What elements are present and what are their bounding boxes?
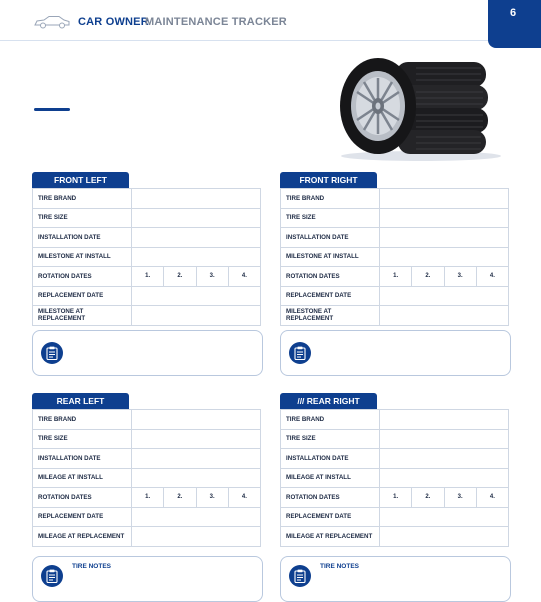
row-label: REPLACEMENT DATE <box>33 507 132 527</box>
rotation-slot[interactable]: 4. <box>476 488 508 507</box>
install-milestone-field[interactable] <box>132 247 261 267</box>
rotation-slot[interactable]: 4. <box>476 267 508 286</box>
rotation-slot[interactable]: 2. <box>163 488 195 507</box>
rotation-slot[interactable]: 2. <box>163 267 195 286</box>
tires-stack-image <box>336 52 506 162</box>
rotation-slot[interactable]: 1. <box>145 494 151 500</box>
tire-size-field[interactable] <box>380 429 509 449</box>
rotation-slot[interactable]: 3. <box>196 488 228 507</box>
rotation-slot[interactable]: 4. <box>228 488 260 507</box>
page-header <box>0 0 541 42</box>
clipboard-icon <box>289 342 311 364</box>
replacement-date-field[interactable] <box>132 286 261 306</box>
installation-date-field[interactable] <box>380 228 509 248</box>
rotation-dates-field <box>132 488 261 508</box>
replacement-mileage-field[interactable] <box>132 527 261 547</box>
tire-brand-field[interactable] <box>132 189 261 209</box>
rear-right-table <box>280 409 509 547</box>
row-label: TIRE SIZE <box>33 208 132 228</box>
rotation-dates-field <box>132 267 261 287</box>
row-label: TIRE SIZE <box>33 429 132 449</box>
row-label: TIRE SIZE <box>281 208 380 228</box>
page-number-tab <box>488 0 541 48</box>
clipboard-icon <box>41 565 63 587</box>
rotation-dates-field <box>380 488 509 508</box>
rotation-slot[interactable]: 3. <box>444 267 476 286</box>
rear-right-notes-box[interactable] <box>280 556 511 602</box>
tire-notes-label: TIRE NOTES <box>320 563 360 570</box>
tire-brand-field[interactable] <box>132 410 261 430</box>
replacement-date-field[interactable] <box>132 507 261 527</box>
row-label: MILESTONE AT INSTALL <box>33 247 132 267</box>
row-label: ROTATION DATES <box>281 267 380 287</box>
clipboard-icon <box>289 565 311 587</box>
front-right-notes-box[interactable] <box>280 330 511 376</box>
front-right-table <box>280 188 509 326</box>
front-right-title: FRONT RIGHT <box>280 172 377 188</box>
tire-size-field[interactable] <box>132 429 261 449</box>
installation-date-field[interactable] <box>132 449 261 469</box>
rear-left-table <box>32 409 261 547</box>
tire-size-field[interactable] <box>132 208 261 228</box>
header-divider <box>0 40 541 41</box>
row-label: ROTATION DATES <box>33 267 132 287</box>
page-subtitle: MAINTENANCE TRACKER <box>145 16 287 28</box>
replacement-mileage-field[interactable] <box>380 527 509 547</box>
installation-date-field[interactable] <box>380 449 509 469</box>
replacement-milestone-field[interactable] <box>132 306 261 326</box>
row-label: REPLACEMENT DATE <box>281 507 380 527</box>
tire-size-field[interactable] <box>380 208 509 228</box>
row-label: INSTALLATION DATE <box>281 449 380 469</box>
rotation-slot[interactable]: 4. <box>228 267 260 286</box>
row-label: INSTALLATION DATE <box>33 449 132 469</box>
rotation-slot[interactable]: 3. <box>196 267 228 286</box>
front-left-title: FRONT LEFT <box>32 172 129 188</box>
row-label: MILEAGE AT INSTALL <box>33 468 132 488</box>
replacement-date-field[interactable] <box>380 286 509 306</box>
install-mileage-field[interactable] <box>132 468 261 488</box>
replacement-milestone-field[interactable] <box>380 306 509 326</box>
front-left-table <box>32 188 261 326</box>
row-label: TIRE BRAND <box>33 410 132 430</box>
row-label: MILESTONE AT REPLACEMENT <box>33 306 132 326</box>
row-label: MILEAGE AT REPLACEMENT <box>33 527 132 547</box>
rotation-slot[interactable]: 1. <box>393 273 399 279</box>
row-label: TIRE BRAND <box>33 189 132 209</box>
tire-brand-field[interactable] <box>380 410 509 430</box>
installation-date-field[interactable] <box>132 228 261 248</box>
accent-bar <box>34 108 70 111</box>
rotation-slot[interactable]: 1. <box>393 494 399 500</box>
row-label: MILEAGE AT REPLACEMENT <box>281 527 380 547</box>
install-milestone-field[interactable] <box>380 247 509 267</box>
row-label: REPLACEMENT DATE <box>33 286 132 306</box>
rear-left-title: REAR LEFT <box>32 393 129 409</box>
row-label: ROTATION DATES <box>33 488 132 508</box>
car-outline-icon <box>33 15 71 29</box>
row-label: MILESTONE AT REPLACEMENT <box>281 306 380 326</box>
tire-brand-field[interactable] <box>380 189 509 209</box>
row-label: ROTATION DATES <box>281 488 380 508</box>
row-label: MILESTONE AT INSTALL <box>281 247 380 267</box>
replacement-date-field[interactable] <box>380 507 509 527</box>
front-left-notes-box[interactable] <box>32 330 263 376</box>
row-label: TIRE SIZE <box>281 429 380 449</box>
tire-notes-label: TIRE NOTES <box>72 563 112 570</box>
rotation-slot[interactable]: 3. <box>444 488 476 507</box>
row-label: REPLACEMENT DATE <box>281 286 380 306</box>
rear-right-title: /// REAR RIGHT <box>280 393 377 409</box>
row-label: MILEAGE AT INSTALL <box>281 468 380 488</box>
clipboard-icon <box>41 342 63 364</box>
page-number: 6 <box>510 7 517 19</box>
install-mileage-field[interactable] <box>380 468 509 488</box>
row-label: TIRE BRAND <box>281 410 380 430</box>
rotation-slot[interactable]: 2. <box>411 488 443 507</box>
row-label: INSTALLATION DATE <box>33 228 132 248</box>
brand-title: CAR OWNER <box>78 16 149 28</box>
rotation-slot[interactable]: 1. <box>145 273 151 279</box>
row-label: INSTALLATION DATE <box>281 228 380 248</box>
row-label: TIRE BRAND <box>281 189 380 209</box>
rear-left-notes-box[interactable] <box>32 556 263 602</box>
rotation-dates-field <box>380 267 509 287</box>
rotation-slot[interactable]: 2. <box>411 267 443 286</box>
